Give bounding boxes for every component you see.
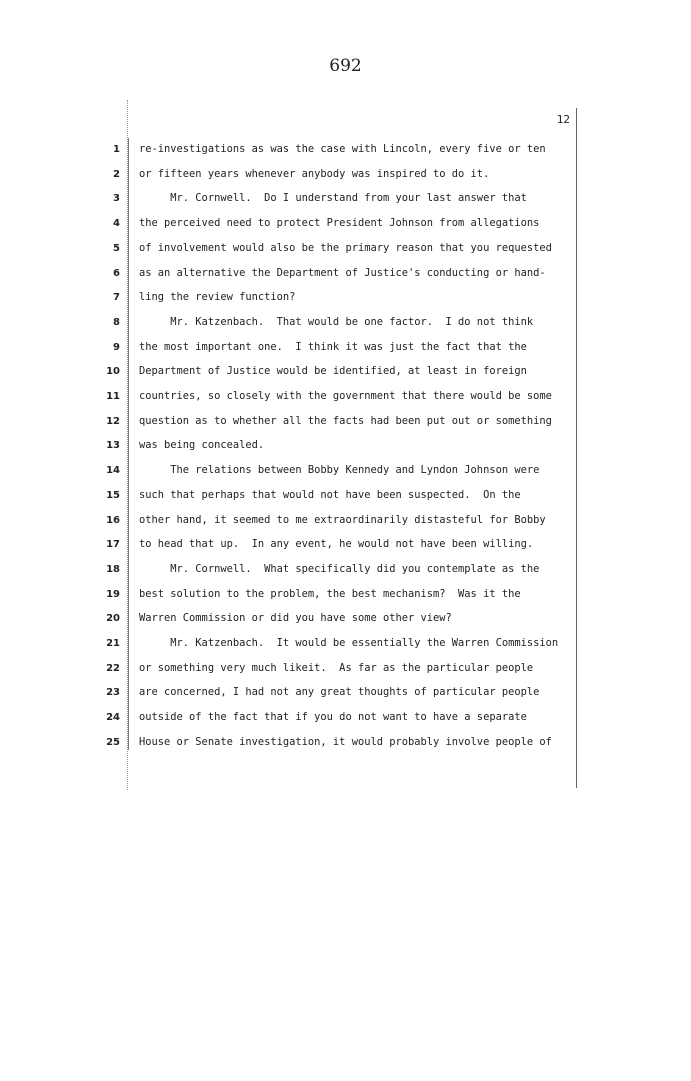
line-number: 6 [113,267,120,279]
line-number: 10 [106,366,120,378]
line-number: 13 [106,440,120,452]
transcript-line [0,536,691,558]
page-header-number: 692 [329,56,362,76]
line-number: 8 [113,316,120,328]
line-text: or fifteen years whenever anybody was inspired to do it. [139,167,490,180]
transcript-line [0,388,691,410]
line-number: 3 [113,193,120,205]
line-text: Mr. Katzenbach. It would be essentially the Warren Commission [139,637,559,649]
transcript-line [0,709,691,731]
line-number: 4 [113,218,120,230]
line-number: 19 [106,588,120,600]
line-text: or something very much likeit. As far as the particular people [139,661,534,674]
line-text: House or Senate investigation, it would probably involve people of [139,735,552,748]
line-text: of involvement would also be the primary reason that you requested [139,241,552,254]
transcript-line [0,734,691,756]
transcript-line [0,512,691,534]
transcript-line [0,413,691,435]
line-text: re-investigations as was the case with Lincoln, every five or ten [139,143,546,155]
transcript-line [0,166,691,188]
line-number: 1 [113,144,120,155]
transcript-line [0,437,691,459]
line-text: outside of the fact that if you do not want to have a separate [139,711,527,724]
line-number: 16 [106,514,120,526]
line-number: 15 [106,489,120,501]
line-number: 11 [106,391,120,402]
transcript-line [0,141,691,163]
line-number: 9 [113,341,120,353]
line-text: countries, so closely with the government that there would be some [139,390,552,402]
line-number: 14 [106,465,120,477]
line-text: such that perhaps that would not have been suspected. On the [139,488,521,501]
line-text: best solution to the problem, the best mechanism? Was it the [139,587,521,600]
line-number: 12 [106,415,120,427]
line-number: 20 [106,613,120,625]
line-text: The relations between Bobby Kennedy and Lyndon Johnson were [139,464,540,477]
transcript-line [0,190,691,212]
transcript-page-number: 12 [556,113,570,126]
line-text: Mr. Katzenbach. That would be one factor. I do not think [139,315,534,328]
line-text: ling the review function? [139,291,296,304]
line-number: 5 [113,242,120,254]
transcript-line [0,635,691,657]
transcript-line [0,684,691,706]
line-number: 21 [106,638,120,649]
line-text: to head that up. In any event, he would not have been willing. [139,538,534,551]
transcript-line [0,240,691,262]
line-number: 7 [113,292,120,304]
line-number: 22 [106,662,120,674]
transcript-line [0,215,691,237]
line-text: other hand, it seemed to me extraordinarily distasteful for Bobby [139,513,546,526]
transcript-line [0,462,691,484]
line-text: the most important one. I think it was just the fact that the [139,340,527,353]
transcript-line [0,289,691,311]
line-text: as an alternative the Department of Justice's conducting or hand- [139,266,546,279]
transcript-line [0,363,691,385]
transcript-line [0,660,691,682]
line-number: 17 [106,539,120,551]
line-text: was being concealed. [139,439,265,452]
line-text: Warren Commission or did you have some other view? [139,612,452,625]
transcript-line [0,561,691,583]
line-number: 24 [106,712,120,724]
line-text: Mr. Cornwell. Do I understand from your last answer that [139,192,527,205]
line-text: Mr. Cornwell. What specifically did you contemplate as the [139,562,540,575]
transcript-line [0,339,691,361]
line-number: 2 [113,168,120,180]
line-text: question as to whether all the facts had been put out or something [139,414,552,427]
line-text: are concerned, I had not any great thoughts of particular people [139,686,540,699]
line-number: 25 [106,736,120,748]
transcript-line [0,610,691,632]
transcript-line [0,487,691,509]
transcript-line [0,586,691,608]
transcript-line [0,314,691,336]
line-number: 18 [106,563,120,575]
transcript-line [0,265,691,287]
line-text: Department of Justice would be identified, at least in foreign [139,365,527,378]
line-text: the perceived need to protect President Johnson from allegations [139,217,540,230]
line-number: 23 [106,687,120,699]
